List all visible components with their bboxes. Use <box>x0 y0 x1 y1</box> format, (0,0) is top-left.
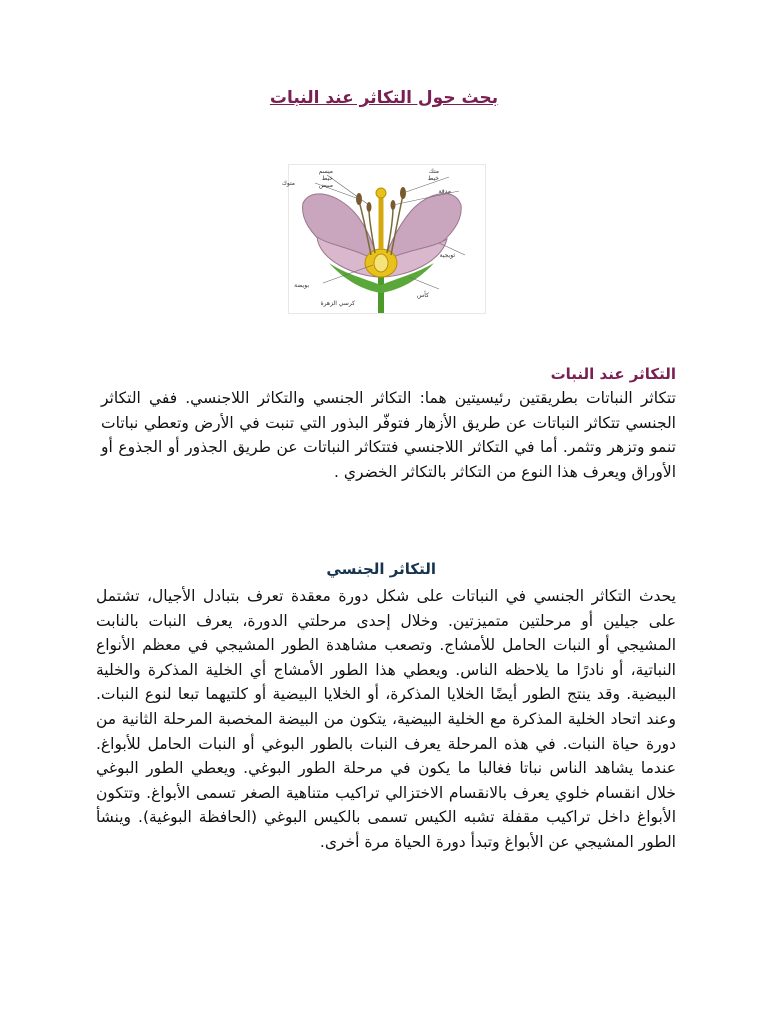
section-heading-plant-reproduction: التكاثر عند النبات <box>550 365 676 383</box>
figure-label: مدقة <box>438 188 451 195</box>
section-heading-sexual-reproduction: التكاثر الجنسي <box>326 560 436 578</box>
figure-label: كأس <box>416 292 429 299</box>
figure-label: ثويجية <box>439 252 455 259</box>
figure-label: متوك <box>281 180 295 187</box>
figure-label: خيط <box>427 175 439 182</box>
figure-label: متك <box>428 168 439 175</box>
flower-diagram <box>281 164 486 314</box>
section-body-sexual-reproduction: يحدث التكاثر الجنسي في النباتات على شكل دورة معقدة تعرف بتبادل الأجيال، تشتمل على جيلين أو مرحلتين متميزتين. وخلال إحدى مرحلتي الدورة، يعرف النبات بالنابت المشيجي أو النبات الحامل للأمشاج. وتصعب مشاهدة الطور المشيجي في معظم الأنواع النباتية، أو نادرًا ما يلاحظه الناس. ويعطي هذا الطور الأمشاج أي الخلية المذكرة والخلية البيضية. وقد ينتج الطور أيضًا الخلايا المذكرة، أو الخلايا البيضية أو كلتيهما تبعا لنوع النبات. وعند اتحاد الخلية المذكرة مع الخلية البيضية، يتكون من البيضة المخصبة المرحلة الثانية من دورة حياة النبات. في هذه المرحلة يعرف النبات بالطور البوغي أو النبات الحامل للأبواغ. عندما يشاهد الناس نباتا فغالبا ما يكون في مرحلة الطور البوغي. ويعطي الطور البوغي خلال انقسام خلوي يعرف بالانقسام الاختزالي تراكيب متناهية الصغر تسمى الأبواغ. وتتكون الأبواغ داخل تراكيب مقفلة تشبه الكيس تسمى بالكيس البوغي (الحافظة البوغية). وينشأ الطور المشيجي عن الأبواغ وتبدأ دورة الحياة مرة أخرى. <box>96 587 676 851</box>
page-title: بحث حول التكاثر عند النبات <box>269 88 499 108</box>
figure-label: كرسي الزهرة <box>320 300 355 307</box>
section-body-plant-reproduction: تتكاثر النباتات بطريقتين رئيسيتين هما: التكاثر الجنسي والتكاثر اللاجنسي. ففي التكاثر الجنسي تتكاثر النباتات عن طريق الأزهار فتوفّر البذور التي تنبت في الأرض وتعطي نباتات تنمو وتزهر وتثمر. أما في التكاثر اللاجنسي فتتكاثر النباتات عن طريق الجذور أو الجذوع أو الأوراق ويعرف هذا النوع من التكاثر بالتكاثر الخضري . <box>101 389 676 481</box>
figure-label: بويضة <box>294 282 309 289</box>
figure-label: ميسم <box>318 168 333 175</box>
figure-label: خيط <box>321 175 333 182</box>
figure-label: مبيض <box>318 182 333 189</box>
